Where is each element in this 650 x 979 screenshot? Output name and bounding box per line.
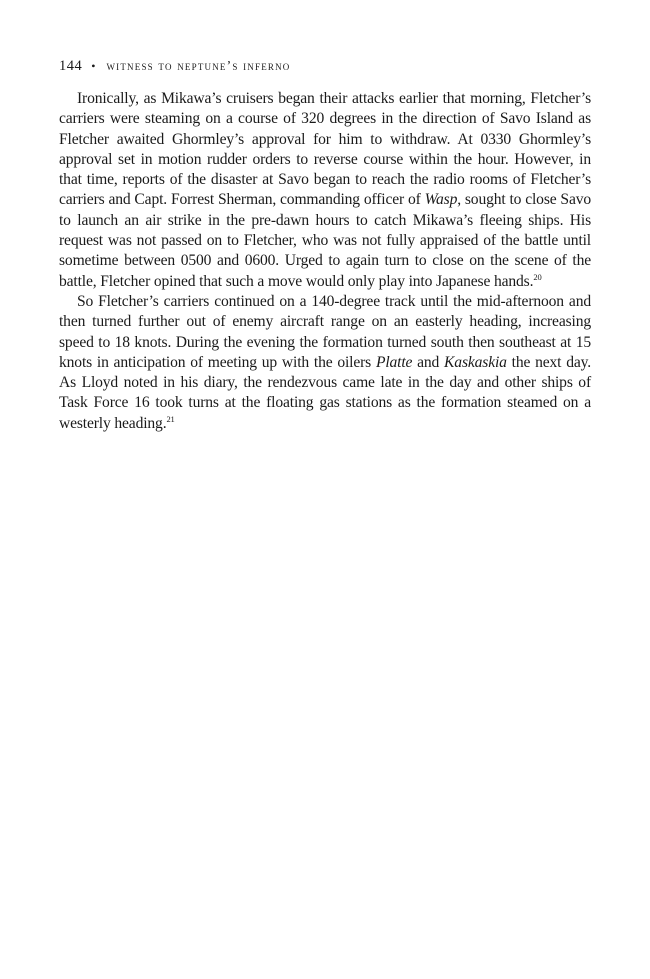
page-number: 144 bbox=[59, 58, 83, 74]
paragraph-2 bbox=[59, 292, 591, 434]
text-segment: the next day. As Lloyd noted in his diary, the rendezvous came late in the day and other ships of Task Force 16 took turns at the floating gas stations as the formation steamed on a westerly heading. bbox=[59, 353, 591, 432]
footnote-ref-20: 20 bbox=[533, 271, 542, 282]
text-segment: Ironically, as Mikawa’s cruisers began their attacks earlier that morning, Fletcher’s carriers were steaming on a course of 320 degrees in the direction of Savo Island as Fletcher awaited Ghormley’s approval for him to withdraw. At 0330 Ghormley’s approval set in motion rudder orders to reverse course within the hour. However, in that time, reports of the disaster at Savo began to reach the radio rooms of Fletcher’s carriers and Capt. Forrest Sherman, commanding officer of bbox=[59, 90, 591, 209]
paragraph-1 bbox=[59, 89, 591, 292]
text-segment: and bbox=[412, 353, 445, 371]
body-text bbox=[59, 89, 591, 434]
ship-name-platte: Platte bbox=[375, 353, 413, 371]
running-head bbox=[59, 56, 599, 76]
ship-name-wasp: Wasp bbox=[424, 191, 458, 209]
footnote-ref-21: 21 bbox=[166, 413, 175, 424]
running-head-separator: • bbox=[91, 59, 96, 73]
text-segment: , sought to close Savo to launch an air strike in the pre-dawn hours to catch Mikawa’s fleeing ships. His request was not passed on to Fletcher, who was not fully appraised of the battle until sometime between 0500 and 0600. Urged to again turn to close on the scene of the battle, Fletcher opined that such a move would only play into Japanese hands. bbox=[59, 191, 592, 290]
book-title: witness to neptune’s inferno bbox=[106, 58, 291, 73]
ship-name-kaskaskia: Kaskaskia bbox=[444, 353, 507, 371]
text-segment: So Fletcher’s carriers continued on a 140-degree track until the mid-afternoon and then turned further out of enemy aircraft range on an easterly heading, increasing speed to 18 knots. During the evening the formation turned south then southeast at 15 knots in anticipation of meeting up with the oilers bbox=[59, 292, 591, 371]
